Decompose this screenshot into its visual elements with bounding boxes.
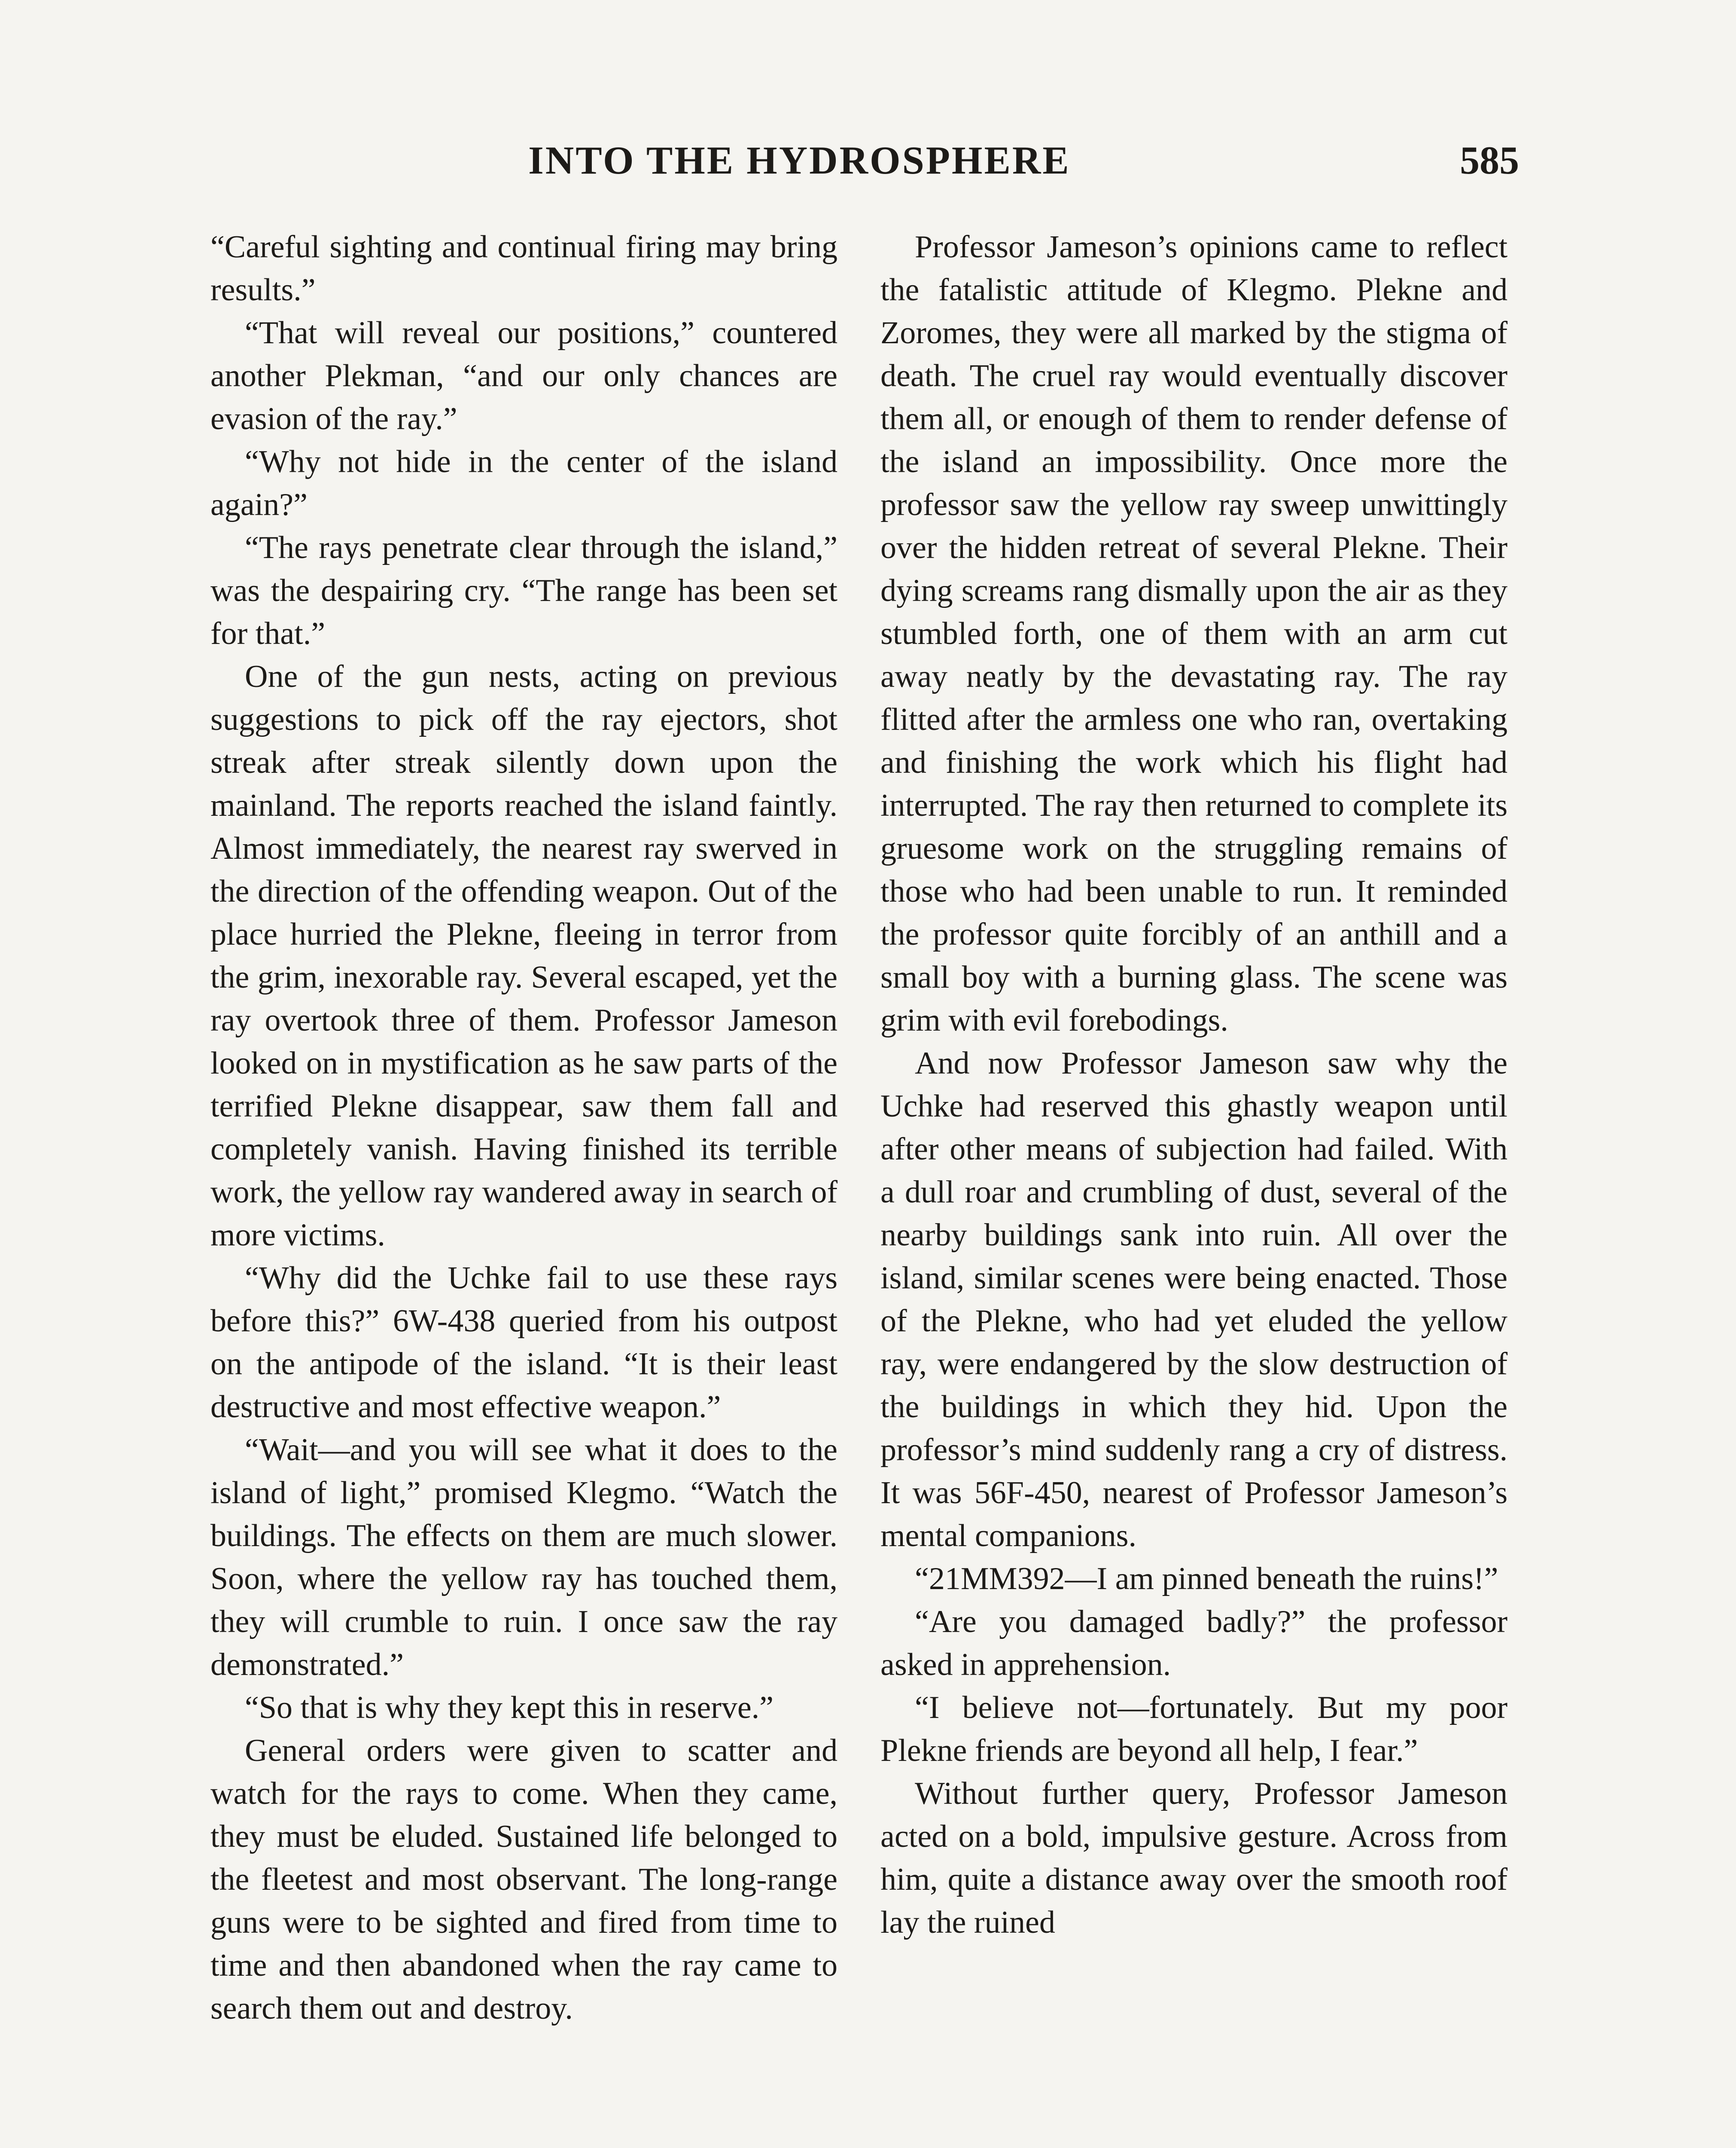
paragraph: “I believe not—fortunately. But my poor Plekne friends are beyond all help, I fear.”	[880, 1690, 1508, 1768]
left-column	[210, 226, 838, 2030]
paragraph: “Are you damaged badly?” the professor asked in apprehension.	[880, 1604, 1508, 1682]
paragraph: “Why did the Uchke fail to use these rays before this?” 6W-438 queried from his outpost on the antipode of the island. “It is their least destructive and most effective weapon.”	[210, 1260, 838, 1425]
paragraph: One of the gun nests, acting on previous suggestions to pick off the ray ejectors, shot streak after streak silently down upon the mainland. The reports reached the island faintly. Almost immediately, the nearest ray swerved in the direction of the offending weapon. Out of the place hurried the Plekne, fleeing in terror from the grim, inexorable ray. Several escaped, yet the ray overtook three of them. Professor Jameson looked on in mystification as he saw parts of the terrified Plekne disappear, saw them fall and completely vanish. Having finished its terrible work, the yellow ray wandered away in search of more victims.	[210, 659, 838, 1253]
paragraph: And now Professor Jameson saw why the Uchke had reserved this ghastly weapon until after other means of subjection had failed. With a dull roar and crumbling of dust, several of the nearby buildings sank into ruin. All over the island, similar scenes were being enacted. Those of the Plekne, who had yet eluded the yellow ray, were endangered by the slow destruction of the buildings in which they hid. Upon the professor’s mind suddenly rang a cry of distress. It was 56F-450, nearest of Professor Jameson’s mental companions.	[880, 1046, 1508, 1553]
paragraph: “Why not hide in the center of the island again?”	[210, 444, 838, 522]
paragraph: Without further query, Professor Jameson acted on a bold, impulsive gesture. Across from him, quite a distance away over the smooth roof lay the ruined	[880, 1776, 1508, 1940]
page-number: 585	[1460, 138, 1519, 182]
paragraph: “That will reveal our positions,” countered another Plekman, “and our only chances are evasion of the ray.”	[210, 315, 838, 436]
paragraph: “The rays penetrate clear through the island,” was the despairing cry. “The range has been set for that.”	[210, 530, 838, 651]
paragraph: “So that is why they kept this in reserve.”	[245, 1690, 774, 1725]
paragraph: General orders were given to scatter and watch for the rays to come. When they came, they must be eluded. Sustained life belonged to the fleetest and most observant. The long-range guns were to be sighted and fired from time to time and then abandoned when the ray came to search them out and destroy.	[210, 1733, 838, 2026]
paragraph: “Wait—and you will see what it does to the island of light,” promised Klegmo. “Watch the buildings. The effects on them are much slower. Soon, where the yellow ray has touched them, they will crumble to ruin. I once saw the ray demonstrated.”	[210, 1432, 838, 1682]
running-head-title: INTO THE HYDROSPHERE	[528, 138, 1071, 182]
paragraph: “Careful sighting and continual firing may bring results.”	[210, 229, 838, 308]
right-column	[880, 226, 1508, 1944]
paragraph: Professor Jameson’s opinions came to reflect the fatalistic attitude of Klegmo. Plekne and Zoromes, they were all marked by the stigma of death. The cruel ray would eventually discover them all, or enough of them to render defense of the island an impossibility. Once more the professor saw the yellow ray sweep unwittingly over the hidden retreat of several Plekne. Their dying screams rang dismally upon the air as they stumbled forth, one of them with an arm cut away neatly by the devastating ray. The ray flitted after the armless one who ran, overtaking and finishing the work which his flight had interrupted. The ray then returned to complete its gruesome work on the struggling remains of those who had been unable to run. It reminded the professor quite forcibly of an anthill and a small boy with a burning glass. The scene was grim with evil forebodings.	[880, 229, 1508, 1038]
paragraph: “21MM392—I am pinned beneath the ruins!”	[915, 1561, 1498, 1596]
